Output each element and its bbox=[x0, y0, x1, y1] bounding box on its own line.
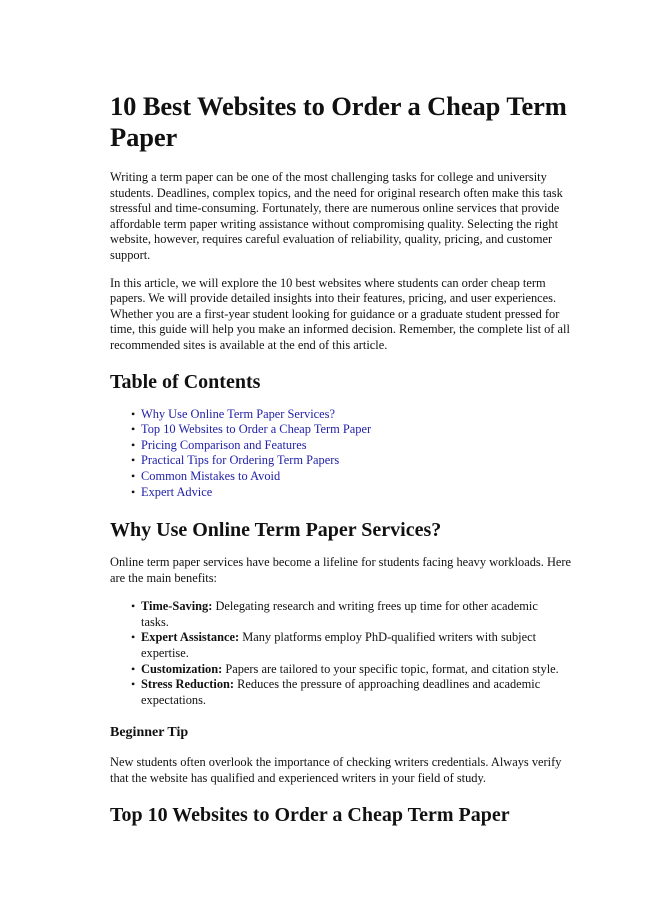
benefit-text: Many platforms employ PhD-qualified writers with subject expertise. bbox=[141, 630, 537, 661]
toc-item bbox=[141, 469, 578, 485]
beginner-tip-heading: Beginner Tip bbox=[110, 725, 189, 741]
benefit-item bbox=[141, 662, 578, 678]
benefit-term: Customization: bbox=[141, 661, 223, 676]
intro-paragraph-2: In this article, we will explore the 10 best websites where students can order cheap term papers. We will provide detailed insights into their features, pricing, and user experiences. Whether you are a first-year student looking for guidance or a graduate student pressed for time, this guide will help you make an informed decision. Remember, the complete list of all recommended sites is available at the end of this article. bbox=[110, 275, 570, 352]
why-section-intro: Online term paper services have become a lifeline for students facing heavy workloads. Here are the main benefits: bbox=[110, 555, 572, 585]
toc-link-common-mistakes[interactable]: Common Mistakes to Avoid bbox=[141, 468, 281, 483]
toc-link-why-use[interactable]: Why Use Online Term Paper Services? bbox=[141, 406, 335, 421]
why-section-heading: Why Use Online Term Paper Services? bbox=[110, 519, 442, 542]
toc-item bbox=[141, 438, 578, 454]
toc-link-pricing[interactable]: Pricing Comparison and Features bbox=[141, 437, 307, 452]
benefit-text: Papers are tailored to your specific topic, format, and citation style. bbox=[222, 661, 559, 676]
top10-section-heading: Top 10 Websites to Order a Cheap Term Paper bbox=[110, 803, 510, 826]
toc-item bbox=[141, 407, 578, 423]
toc-item bbox=[141, 485, 578, 501]
benefit-term: Stress Reduction: bbox=[141, 677, 235, 692]
toc-item bbox=[141, 453, 578, 469]
benefit-item bbox=[141, 599, 578, 630]
benefits-list bbox=[110, 599, 578, 708]
toc-link-expert-advice[interactable]: Expert Advice bbox=[141, 484, 213, 499]
intro-paragraph-1: Writing a term paper can be one of the most challenging tasks for college and university students. Deadlines, complex topics, and the need for original research often make this task stressful and time-consuming. Fortunately, there are numerous online services that provide affordable term paper writing assistance without compromising quality. Selecting the right website, however, requires careful evaluation of reliability, quality, pricing, and customer support. bbox=[110, 170, 563, 262]
benefit-term: Expert Assistance: bbox=[141, 630, 240, 645]
toc-link-practical-tips[interactable]: Practical Tips for Ordering Term Papers bbox=[141, 453, 340, 468]
benefit-item bbox=[141, 677, 578, 708]
benefit-term: Time-Saving: bbox=[141, 599, 213, 614]
beginner-tip-text: New students often overlook the importance of checking writers credentials. Always verify that the website has qualified and experienced writers in your field of study. bbox=[110, 755, 562, 786]
benefit-item bbox=[141, 630, 578, 661]
benefit-text: Reduces the pressure of approaching deadlines and academic expectations. bbox=[141, 677, 541, 707]
toc-heading: Table of Contents bbox=[110, 370, 261, 393]
toc-link-top-10[interactable]: Top 10 Websites to Order a Cheap Term Paper bbox=[141, 422, 372, 437]
toc-item bbox=[141, 422, 578, 438]
benefit-text: Delegating research and writing frees up time for other academic tasks. bbox=[141, 599, 538, 629]
article-title: 10 Best Websites to Order a Cheap Term Paper bbox=[110, 91, 567, 152]
table-of-contents bbox=[110, 407, 578, 501]
